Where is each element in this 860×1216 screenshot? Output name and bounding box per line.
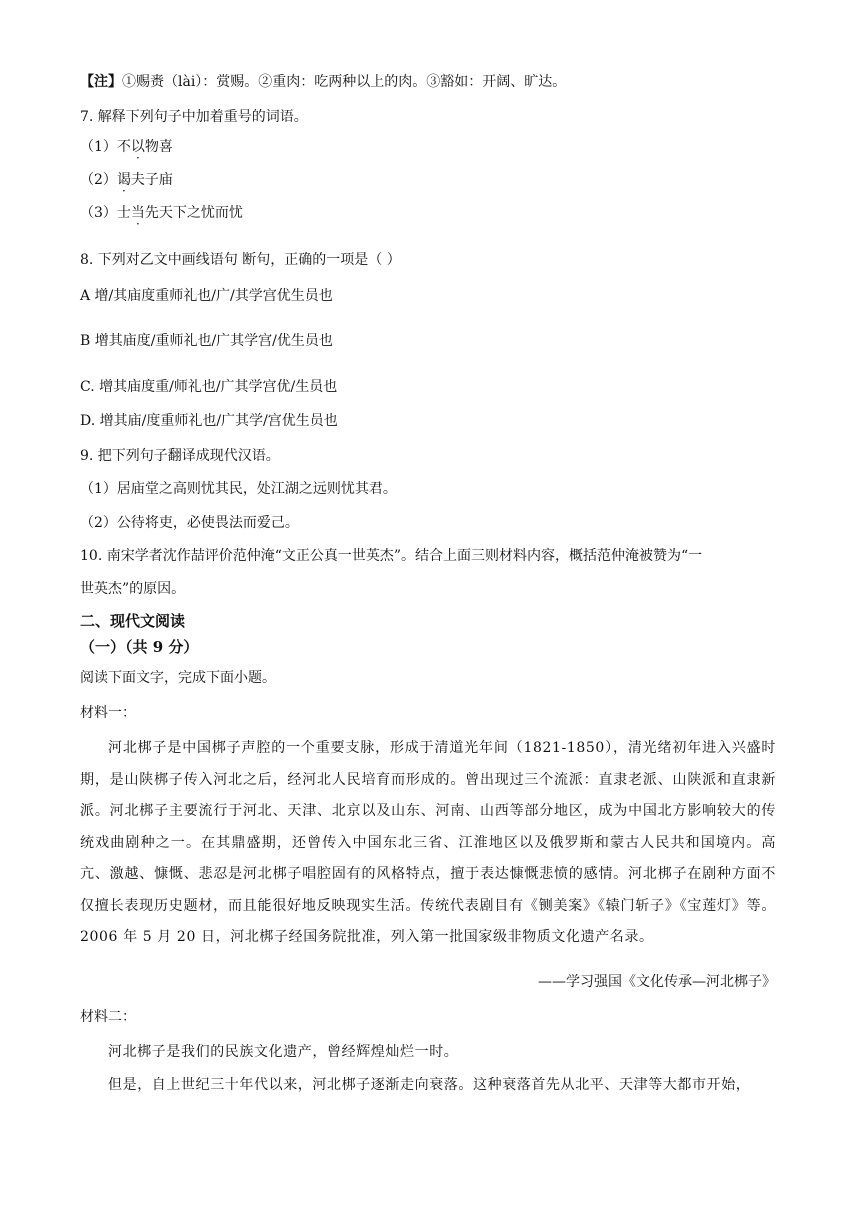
emphasized-word: 谒 bbox=[116, 172, 131, 188]
material-1-label: 材料一： bbox=[80, 705, 136, 721]
question-8-option-d: D. 增其庙/度重师礼也/广其学/宫优生员也 bbox=[80, 413, 338, 429]
question-10-line-2: 世英杰”的原因。 bbox=[80, 581, 186, 597]
question-7-stem: 7. 解释下列句子中加着重号的词语。 bbox=[80, 109, 308, 125]
section-title: 二、现代文阅读 bbox=[80, 612, 186, 630]
question-8-stem: 8. 下列对乙文中画线语句 断句，正确的一项是（ ） bbox=[80, 252, 401, 268]
question-9-item-1: （1）居庙堂之高则忧其民，处江湖之远则忧其君。 bbox=[80, 481, 397, 497]
item-suffix: 夫子庙 bbox=[130, 172, 173, 188]
section-subtitle: （一）（共 9 分） bbox=[80, 638, 199, 656]
note-line bbox=[80, 72, 566, 92]
question-10-line-1: 10. 南宋学者沈作喆评价范仲淹“文正公真一世英杰”。结合上面三则材料内容，概括范仲淹被赞为“一 bbox=[80, 548, 703, 564]
note-text: ①赐赉（lài）：赏赐。②重肉：吃两种以上的肉。③豁如：开阔、旷达。 bbox=[122, 74, 567, 90]
question-8-option-b: B 增其庙度/重师礼也/广其学宫/优生员也 bbox=[80, 333, 333, 349]
question-7-item-3 bbox=[80, 203, 243, 223]
question-9-item-2: （2）公待将吏，必使畏法而爱己。 bbox=[80, 515, 299, 531]
question-9-stem: 9. 把下列句子翻译成现代汉语。 bbox=[80, 448, 280, 464]
item-prefix: （2） bbox=[80, 172, 117, 188]
question-8-option-c: C. 增其庙度重/师礼也/广其学宫优/生员也 bbox=[80, 379, 338, 395]
question-8-option-a: A 增/其庙度重师礼也/广/其学宫优生员也 bbox=[80, 288, 333, 304]
note-label: 【注】 bbox=[80, 74, 122, 90]
material-2-label: 材料二： bbox=[80, 1009, 136, 1025]
section-instruction: 阅读下面文字，完成下面小题。 bbox=[80, 670, 276, 686]
question-7-item-2 bbox=[80, 170, 173, 190]
emphasized-word: 以 bbox=[130, 139, 145, 155]
item-suffix: 物喜 bbox=[144, 139, 173, 155]
question-7-item-1 bbox=[80, 137, 173, 157]
material-1-paragraph: 河北梆子是中国梆子声腔的一个重要支脉，形成于清道光年间（1821-1850），清光绪初年进入兴盛时期，是山陕梆子传入河北之后，经河北人民培育而形成的。曾出现过三个流派：直隶老派、山陕派和直隶新派。河北梆子主要流行于河北、天津、北京以及山东、河南、山西等部分地区，成为中国北方影响较大的传统戏曲剧种之一。在其鼎盛期，还曾传入中国东北三省、江淮地区以及俄罗斯和蒙古人民共和国境内。高亢、激越、慷慨、悲忍是河北梆子唱腔固有的风格特点，擅于表达慷慨悲愤的感情。河北梆子在剧种方面不仅擅长表现历史题材，而且能很好地反映现实生活。传统代表剧目有《铡美案》《辕门斩子》《宝莲灯》等。2006 年 5 月 20 日，河北梆子经国务院批准，列入第一批国家级非物质文化遗产名录。 bbox=[80, 740, 776, 945]
material-2-paragraph-2: 但是，自上世纪三十年代以来，河北梆子逐渐走向衰落。这种衰落首先从北平、天津等大都市开始， bbox=[108, 1077, 751, 1093]
item-prefix: （3）士 bbox=[80, 205, 131, 221]
material-1-source: ——学习强国《文化传承—河北梆子》 bbox=[538, 974, 776, 990]
item-prefix: （1）不 bbox=[80, 139, 131, 155]
emphasized-word: 当 bbox=[130, 205, 145, 221]
item-suffix: 先天下之忧而忧 bbox=[144, 205, 243, 221]
material-2-paragraph-1: 河北梆子是我们的民族文化遗产，曾经辉煌灿烂一时。 bbox=[108, 1044, 459, 1060]
